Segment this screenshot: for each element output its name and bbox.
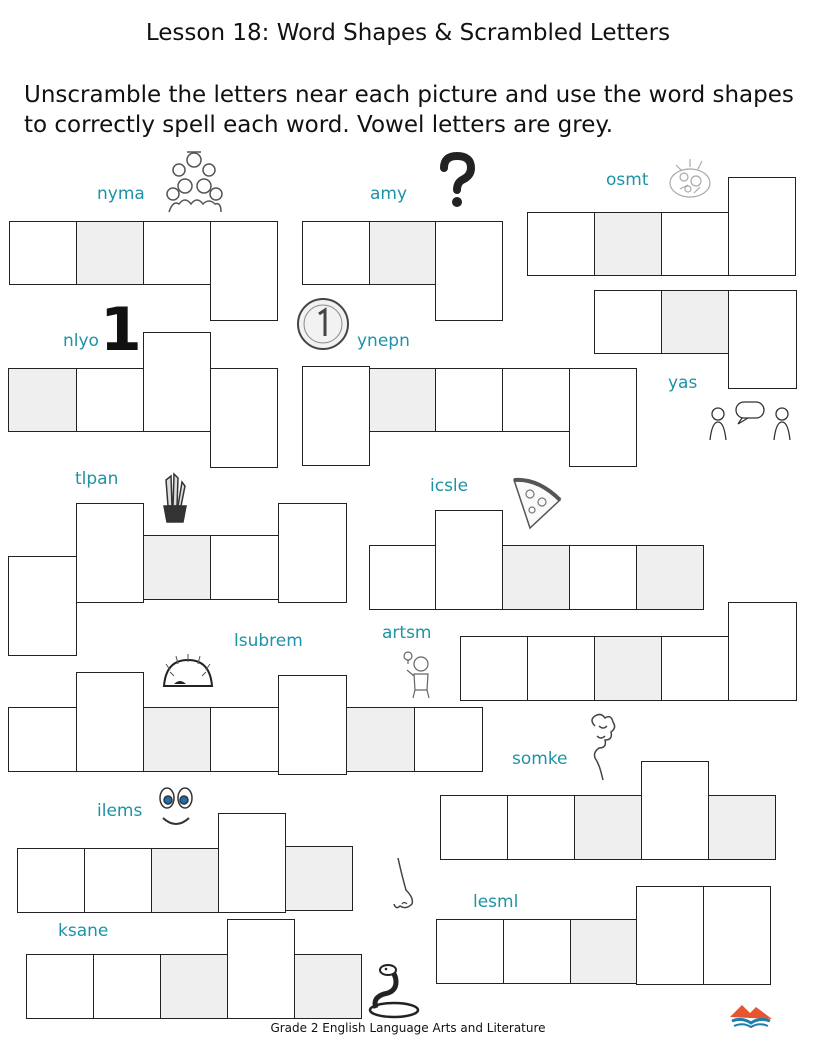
letter-box[interactable] (227, 919, 295, 1019)
letter-box[interactable] (414, 707, 483, 772)
letter-box[interactable] (143, 332, 211, 432)
letter-box[interactable] (76, 672, 144, 772)
scrambled-word: osmt (606, 170, 649, 190)
page-title: Lesson 18: Word Shapes & Scrambled Letters (145, 20, 671, 46)
letter-box[interactable] (76, 503, 144, 603)
letter-box[interactable] (728, 602, 797, 701)
vowel-letter-box[interactable] (636, 545, 704, 610)
vowel-letter-box[interactable] (143, 707, 211, 772)
clutter-pile-icon (662, 151, 718, 207)
scrambled-word: ilems (97, 801, 143, 821)
letter-box[interactable] (641, 761, 709, 860)
scrambled-word: lesml (473, 892, 519, 912)
letter-box[interactable] (728, 177, 796, 276)
scrambled-word: lsubrem (234, 631, 303, 651)
letter-box[interactable] (569, 368, 637, 467)
letter-box[interactable] (435, 510, 503, 610)
letter-box[interactable] (210, 221, 278, 321)
crowd-of-people-icon (163, 148, 225, 214)
smiling-face-icon (155, 780, 197, 832)
letter-box[interactable] (569, 545, 637, 610)
scrambled-word: ksane (58, 921, 109, 941)
letter-box[interactable] (661, 636, 729, 701)
vowel-letter-box[interactable] (594, 636, 662, 701)
letter-box[interactable] (9, 221, 77, 285)
letter-box[interactable] (210, 368, 278, 468)
letter-box[interactable] (143, 221, 211, 285)
letter-box[interactable] (435, 368, 503, 432)
scrambled-word: artsm (382, 623, 432, 643)
vowel-letter-box[interactable] (661, 290, 729, 354)
smoke-icon (585, 712, 619, 782)
vowel-letter-box[interactable] (8, 368, 77, 432)
letter-box[interactable] (302, 366, 370, 466)
scrambled-word: tlpan (75, 469, 119, 489)
letter-box[interactable] (93, 954, 161, 1019)
vowel-letter-box[interactable] (574, 795, 642, 860)
letter-box[interactable] (278, 503, 347, 603)
question-mark-icon (436, 152, 478, 210)
scrambled-word: ynepn (357, 331, 410, 351)
vowel-letter-box[interactable] (143, 535, 211, 600)
two-people-talking-icon (706, 400, 796, 442)
letter-box[interactable] (527, 212, 595, 276)
letter-box[interactable] (435, 221, 503, 321)
snake-icon (366, 962, 422, 1020)
letter-box[interactable] (661, 212, 729, 276)
letter-box[interactable] (594, 290, 662, 354)
mountain-book-logo-icon (728, 1001, 774, 1029)
vowel-letter-box[interactable] (502, 545, 570, 610)
scrambled-word: icsle (430, 476, 469, 496)
letter-box[interactable] (728, 290, 797, 389)
letter-box[interactable] (527, 636, 595, 701)
letter-box[interactable] (703, 886, 771, 985)
potted-plant-icon (160, 472, 190, 524)
letter-box[interactable] (17, 848, 85, 913)
sleeping-hedgehog-icon (160, 650, 216, 690)
letter-box[interactable] (218, 813, 286, 913)
letter-box[interactable] (440, 795, 508, 860)
vowel-letter-box[interactable] (570, 919, 638, 984)
scrambled-word: nlyo (63, 331, 99, 351)
letter-box[interactable] (460, 636, 528, 701)
vowel-letter-box[interactable] (369, 221, 436, 285)
letter-box[interactable] (210, 535, 279, 600)
letter-box[interactable] (636, 886, 704, 985)
instructions: Unscramble the letters near each picture and use the word shapes to correctly spell each word. Vowel letters are grey. (24, 82, 794, 138)
letter-box[interactable] (84, 848, 152, 913)
vowel-letter-box[interactable] (346, 707, 415, 772)
vowel-letter-box[interactable] (294, 954, 362, 1019)
letter-box[interactable] (302, 221, 370, 285)
letter-box[interactable] (8, 707, 77, 772)
letter-box[interactable] (503, 919, 571, 984)
vowel-letter-box[interactable] (708, 795, 776, 860)
vowel-letter-box[interactable] (594, 212, 662, 276)
number-one-icon: 1 (100, 295, 142, 365)
scrambled-word: nyma (97, 184, 145, 204)
letter-box[interactable] (8, 556, 77, 656)
letter-box[interactable] (76, 368, 144, 432)
scrambled-word: amy (370, 184, 408, 204)
letter-box[interactable] (26, 954, 94, 1019)
letter-box[interactable] (210, 707, 279, 772)
letter-box[interactable] (278, 675, 347, 775)
vowel-letter-box[interactable] (76, 221, 144, 285)
vowel-letter-box[interactable] (160, 954, 228, 1019)
smart-boy-icon (403, 648, 437, 700)
vowel-letter-box[interactable] (151, 848, 219, 913)
scrambled-word: somke (512, 749, 568, 769)
nose-icon (392, 856, 422, 916)
footer-text: Grade 2 English Language Arts and Literature (270, 1021, 546, 1035)
scrambled-word: yas (668, 373, 698, 393)
pizza-slice-icon (508, 474, 564, 532)
penny-coin-icon (295, 296, 351, 352)
letter-box[interactable] (436, 919, 504, 984)
letter-box[interactable] (507, 795, 575, 860)
vowel-letter-box[interactable] (285, 846, 353, 911)
vowel-letter-box[interactable] (369, 368, 436, 432)
letter-box[interactable] (369, 545, 436, 610)
letter-box[interactable] (502, 368, 570, 432)
